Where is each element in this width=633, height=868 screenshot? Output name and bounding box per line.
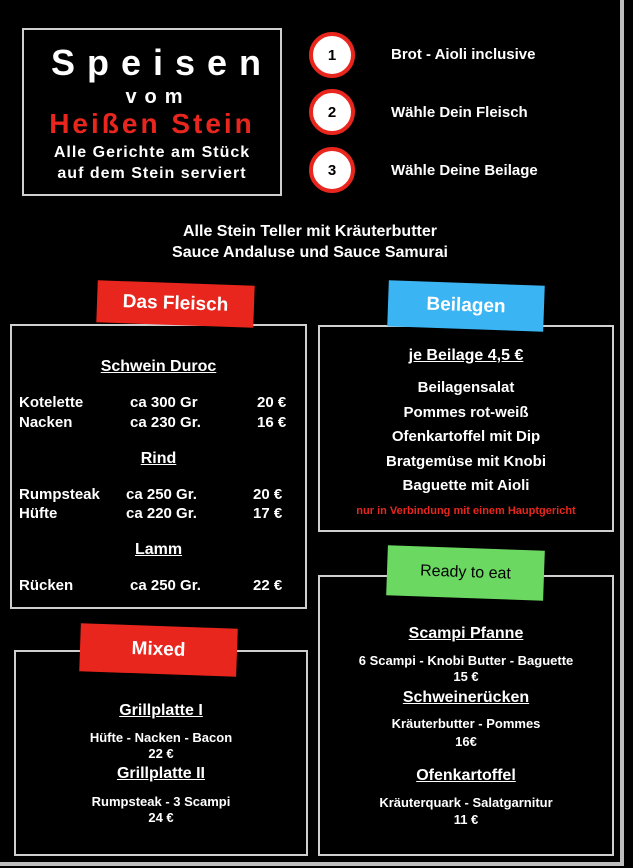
platter-desc: Hüfte - Nacken - Bacon	[89, 730, 233, 745]
title-vom: vom	[125, 86, 191, 108]
subtitle-line2: auf dem Stein serviert	[57, 165, 247, 182]
beilage-item: Beilagensalat	[417, 379, 515, 396]
item-weight: ca 230 Gr.	[130, 414, 201, 431]
platter-name: Grillplatte I	[119, 702, 203, 719]
item-name: Hüfte	[19, 505, 58, 522]
step-text-1: Brot - Aioli inclusive	[391, 46, 536, 63]
ready-dish-price: 16€	[455, 734, 477, 749]
intro-line1: Alle Stein Teller mit Kräuterbutter	[183, 223, 437, 240]
step-circle-2: 2	[309, 89, 355, 135]
item-weight: ca 250 Gr.	[130, 577, 201, 594]
beilagen-box	[318, 325, 614, 532]
mixed-box	[14, 650, 308, 856]
platter-price: 22 €	[148, 746, 174, 761]
title-box	[22, 28, 282, 196]
title-speisen: Speisen	[50, 42, 274, 83]
ready-dish-desc: Kräuterquark - Salatgarnitur	[379, 795, 553, 810]
item-name: Rücken	[19, 577, 74, 594]
item-price: 22 €	[253, 577, 283, 594]
ready-dish-desc: Kräuterbutter - Pommes	[391, 716, 541, 731]
section-heading-lamm: Lamm	[134, 541, 183, 558]
beilage-item: Baguette mit Aioli	[402, 477, 530, 494]
beilage-item: Ofenkartoffel mit Dip	[391, 428, 541, 445]
item-price: 20 €	[257, 394, 287, 411]
label-das-fleisch: Das Fleisch	[96, 280, 254, 327]
step-circle-3: 3	[309, 147, 355, 193]
ready-box	[318, 575, 614, 856]
section-heading-schwein: Schwein Duroc	[100, 358, 217, 375]
title-heissen-stein: Heißen Stein	[49, 108, 255, 139]
item-price: 16 €	[257, 414, 287, 431]
ready-dish-name: Schweinerücken	[402, 689, 530, 706]
subtitle-line1: Alle Gerichte am Stück	[53, 144, 251, 161]
section-heading-rind: Rind	[140, 450, 177, 467]
beilage-item: Pommes rot-weiß	[403, 404, 529, 421]
ready-dish-name: Ofenkartoffel	[416, 767, 516, 784]
intro-line2: Sauce Andaluse und Sauce Samurai	[172, 244, 448, 261]
ready-dish-name: Scampi Pfanne	[408, 625, 524, 642]
beilage-item: Bratgemüse mit Knobi	[385, 453, 547, 470]
label-beilagen: Beilagen	[387, 280, 545, 331]
item-weight: ca 250 Gr.	[126, 486, 197, 503]
ready-dish-price: 15 €	[453, 669, 479, 684]
label-ready-to-eat: Ready to eat	[386, 545, 545, 600]
fleisch-box	[10, 324, 307, 609]
beilagen-heading: je Beilage 4,5 €	[408, 347, 524, 364]
item-name: Kotelette	[19, 394, 84, 411]
beilagen-note: nur in Verbindung mit einem Hauptgericht	[356, 505, 576, 517]
platter-price: 24 €	[148, 810, 174, 825]
ready-dish-desc: 6 Scampi - Knobi Butter - Baguette	[358, 653, 574, 668]
step-text-2: Wähle Dein Fleisch	[391, 104, 528, 121]
item-name: Nacken	[19, 414, 73, 431]
platter-name: Grillplatte II	[116, 765, 205, 782]
step-text-3: Wähle Deine Beilage	[391, 162, 538, 179]
item-price: 20 €	[253, 486, 283, 503]
ready-dish-price: 11 €	[453, 812, 479, 827]
step-circle-1: 1	[309, 32, 355, 78]
item-weight: ca 300 Gr	[130, 394, 198, 411]
item-name: Rumpsteak	[19, 486, 100, 503]
label-mixed: Mixed	[79, 623, 238, 676]
platter-desc: Rumpsteak - 3 Scampi	[91, 794, 231, 809]
item-weight: ca 220 Gr.	[126, 505, 197, 522]
item-price: 17 €	[253, 505, 283, 522]
